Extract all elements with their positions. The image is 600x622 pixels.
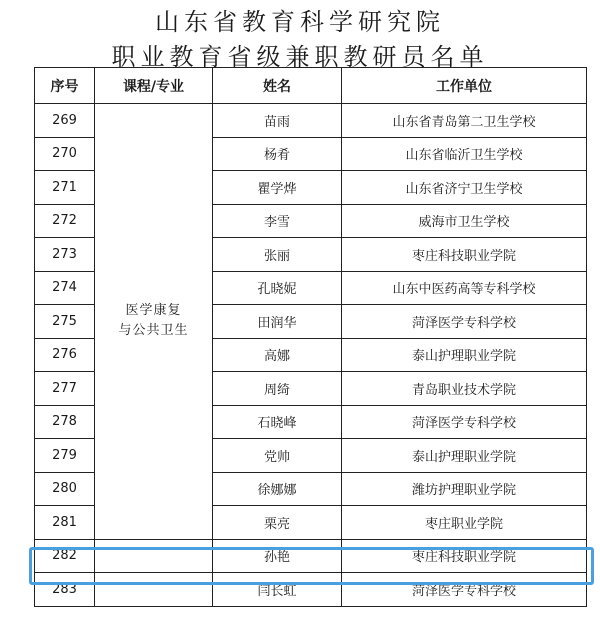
row-seq: 280 — [35, 472, 95, 506]
row-name: 周绮 — [213, 372, 342, 406]
header-seq: 序号 — [35, 68, 95, 104]
row-name: 瞿学烨 — [213, 171, 342, 205]
row-seq: 282 — [35, 539, 95, 573]
row-unit: 泰山护理职业学院 — [342, 439, 587, 473]
row-seq: 274 — [35, 271, 95, 305]
teacher-table — [34, 67, 587, 607]
course-cell-empty — [95, 573, 213, 607]
row-unit: 潍坊护理职业学院 — [342, 472, 587, 506]
row-unit: 山东省青岛第二卫生学校 — [342, 104, 587, 138]
table-header-row — [35, 68, 587, 104]
table-row — [35, 539, 587, 573]
table-row — [35, 104, 587, 138]
row-unit: 枣庄职业学院 — [342, 506, 587, 540]
row-name: 李雪 — [213, 204, 342, 238]
row-name: 张丽 — [213, 238, 342, 272]
row-name: 高娜 — [213, 338, 342, 372]
row-unit: 菏泽医学专科学校 — [342, 405, 587, 439]
row-unit: 枣庄科技职业学院 — [342, 539, 587, 573]
course-line-1: 医学康复 — [125, 303, 182, 319]
row-seq: 281 — [35, 506, 95, 540]
row-name: 孙艳 — [213, 539, 342, 573]
row-name: 孔晓妮 — [213, 271, 342, 305]
row-seq: 273 — [35, 238, 95, 272]
row-seq: 270 — [35, 137, 95, 171]
course-cell-empty — [95, 539, 213, 573]
row-seq: 279 — [35, 439, 95, 473]
document-title: 山东省教育科学研究院 — [155, 8, 445, 36]
table-row — [35, 573, 587, 607]
row-name: 石晓峰 — [213, 405, 342, 439]
row-name: 闫长虹 — [213, 573, 342, 607]
row-unit: 枣庄科技职业学院 — [342, 238, 587, 272]
row-unit: 威海市卫生学校 — [342, 204, 587, 238]
course-cell-merged — [95, 104, 213, 540]
row-unit: 青岛职业技术学院 — [342, 372, 587, 406]
row-name: 徐娜娜 — [213, 472, 342, 506]
row-seq: 277 — [35, 372, 95, 406]
row-seq: 269 — [35, 104, 95, 138]
row-name: 杨肴 — [213, 137, 342, 171]
row-seq: 271 — [35, 171, 95, 205]
row-seq: 283 — [35, 573, 95, 607]
row-seq: 276 — [35, 338, 95, 372]
header-unit: 工作单位 — [342, 68, 587, 104]
row-name: 田润华 — [213, 305, 342, 339]
row-unit: 菏泽医学专科学校 — [342, 305, 587, 339]
header-name: 姓名 — [213, 68, 342, 104]
row-unit: 山东中医药高等专科学校 — [342, 271, 587, 305]
course-line-2: 与公共卫生 — [118, 323, 189, 339]
document-subtitle: 职业教育省级兼职教研员名单 — [111, 43, 489, 71]
header-course: 课程/专业 — [95, 68, 213, 104]
row-seq: 278 — [35, 405, 95, 439]
row-unit: 山东省临沂卫生学校 — [342, 137, 587, 171]
row-unit: 泰山护理职业学院 — [342, 338, 587, 372]
row-name: 苗雨 — [213, 104, 342, 138]
row-unit: 山东省济宁卫生学校 — [342, 171, 587, 205]
row-name: 党帅 — [213, 439, 342, 473]
row-seq: 272 — [35, 204, 95, 238]
row-seq: 275 — [35, 305, 95, 339]
row-name: 栗亮 — [213, 506, 342, 540]
row-unit: 菏泽医学专科学校 — [342, 573, 587, 607]
